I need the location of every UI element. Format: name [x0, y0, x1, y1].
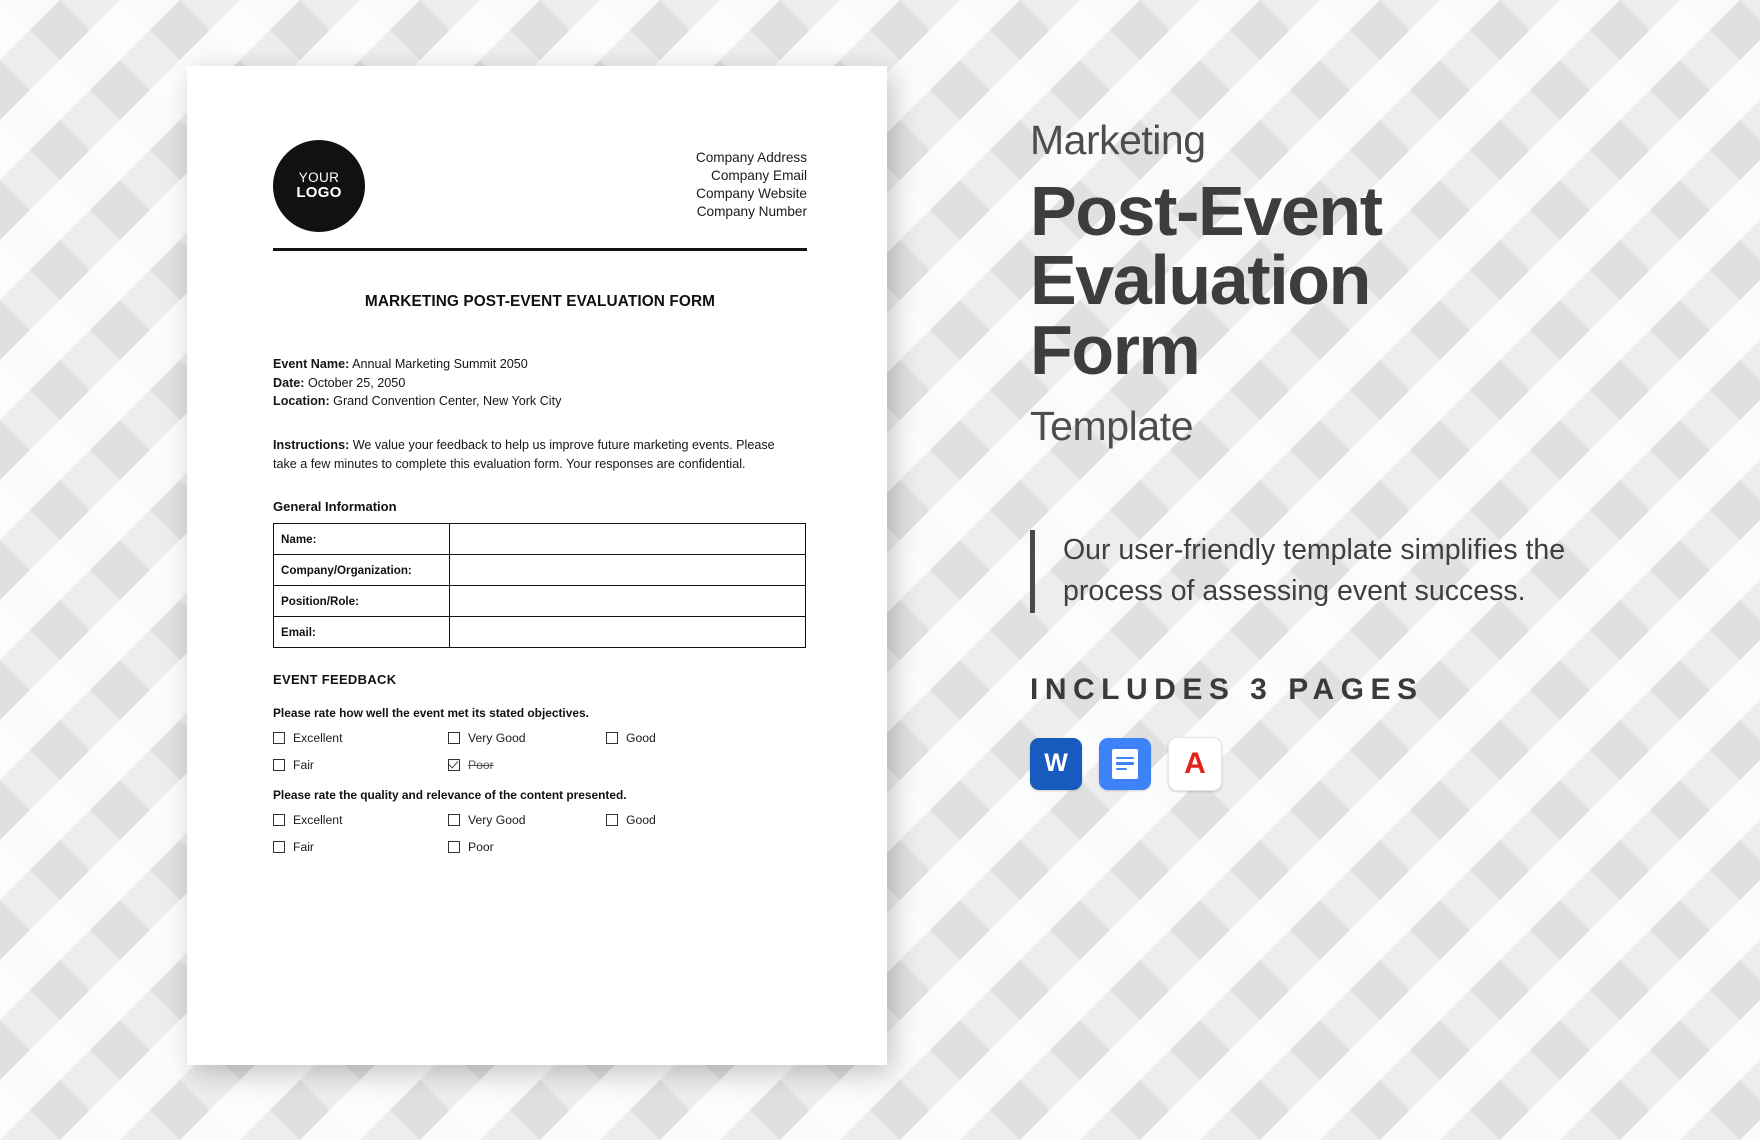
pdf-icon[interactable] — [1168, 737, 1222, 791]
event-date-value: October 25, 2050 — [304, 375, 406, 390]
option-row — [273, 813, 807, 827]
company-address: Company Address — [695, 150, 807, 165]
docs-icon-lines — [1112, 749, 1138, 779]
option-q2-very-good[interactable] — [448, 813, 606, 827]
option-label: Excellent — [293, 813, 343, 828]
checkbox-icon[interactable] — [606, 732, 618, 744]
checkbox-icon[interactable] — [448, 732, 460, 744]
event-date-label: Date: — [273, 375, 305, 390]
row-value-name[interactable] — [450, 524, 806, 555]
pdf-icon-label: A — [1184, 746, 1206, 780]
company-email: Company Email — [711, 167, 807, 183]
company-number: Company Number — [696, 203, 807, 219]
checkbox-icon[interactable] — [273, 759, 285, 771]
option-q2-poor[interactable] — [448, 840, 606, 854]
option-row — [273, 731, 807, 745]
document-header — [273, 140, 807, 232]
event-name-line — [273, 355, 807, 374]
google-docs-icon[interactable] — [1099, 738, 1151, 790]
logo-line-1: YOUR — [298, 170, 340, 186]
option-label: Fair — [293, 758, 314, 773]
event-location-label: Location: — [273, 394, 330, 409]
question-1-options — [273, 731, 807, 772]
option-label: Very Good — [468, 813, 526, 828]
checkbox-icon[interactable] — [606, 814, 618, 826]
question-1-text: Please rate how well the event met its stated objectives. — [273, 706, 589, 721]
row-label-company: Company/Organization: — [274, 555, 450, 586]
option-label: Poor — [468, 840, 494, 855]
option-q1-fair[interactable] — [273, 758, 448, 772]
table-row — [274, 617, 806, 648]
option-label: Fair — [293, 840, 314, 855]
option-q2-good[interactable] — [606, 813, 656, 827]
row-label-position: Position/Role: — [274, 586, 450, 617]
file-format-icons — [1030, 737, 1650, 791]
option-label: Good — [626, 813, 656, 828]
option-q1-very-good[interactable] — [448, 731, 606, 745]
promo-title — [1030, 172, 1650, 389]
checkbox-checked-icon[interactable] — [448, 759, 460, 771]
option-label: Excellent — [293, 731, 343, 746]
general-information-heading: General Information — [273, 499, 397, 515]
question-2-options — [273, 813, 807, 854]
instructions-paragraph — [273, 436, 788, 473]
option-label: Poor — [468, 758, 494, 773]
event-date-line — [273, 374, 807, 393]
row-label-name: Name: — [274, 524, 450, 555]
checkbox-icon[interactable] — [273, 814, 285, 826]
row-value-company[interactable] — [450, 555, 806, 586]
event-feedback-heading: EVENT FEEDBACK — [273, 672, 397, 688]
option-q1-poor[interactable] — [448, 758, 606, 772]
option-label: Very Good — [468, 731, 526, 746]
option-q2-fair[interactable] — [273, 840, 448, 854]
promo-eyebrow: Marketing — [1030, 117, 1206, 163]
promo-title-line-2: Evaluation — [1030, 241, 1370, 320]
promo-description: Our user-friendly template simplifies the process of assessing event success. — [1030, 530, 1650, 613]
instructions-text: We value your feedback to help us improve future marketing events. Please take a few minutes to complete this evaluation form. Your responses are confidential. — [273, 437, 775, 471]
word-icon-label: W — [1044, 749, 1068, 778]
promo-title-line-1: Post-Event — [1030, 172, 1382, 250]
event-name-value: Annual Marketing Summit 2050 — [349, 357, 528, 371]
question-2-text: Please rate the quality and relevance of the content presented. — [273, 788, 627, 803]
option-q1-good[interactable] — [606, 731, 656, 745]
event-location-value: Grand Convention Center, New York City — [329, 394, 562, 409]
company-logo — [273, 140, 365, 232]
table-row — [274, 524, 806, 555]
event-name-label: Event Name: — [273, 357, 350, 371]
company-website: Company Website — [696, 185, 807, 201]
header-divider — [273, 248, 807, 251]
table-row — [274, 586, 806, 617]
promo-title-line-3: Form — [1030, 310, 1200, 389]
row-label-email: Email: — [274, 617, 450, 648]
option-label: Good — [626, 731, 656, 746]
option-row — [273, 840, 807, 854]
promo-panel — [1030, 117, 1650, 791]
instructions-label: Instructions: — [273, 437, 350, 452]
word-icon[interactable] — [1030, 738, 1082, 790]
checkbox-icon[interactable] — [448, 841, 460, 853]
promo-subtitle: Template — [1030, 402, 1194, 449]
option-row — [273, 758, 807, 772]
company-contact-block — [696, 140, 807, 221]
option-q2-excellent[interactable] — [273, 813, 448, 827]
checkbox-icon[interactable] — [273, 841, 285, 853]
checkbox-icon[interactable] — [448, 814, 460, 826]
event-meta-block — [273, 355, 807, 411]
general-information-table — [273, 523, 806, 648]
row-value-email[interactable] — [450, 617, 806, 648]
table-row — [274, 555, 806, 586]
form-title: MARKETING POST-EVENT EVALUATION FORM — [364, 293, 716, 310]
option-q1-excellent[interactable] — [273, 731, 448, 745]
document-preview-page — [187, 66, 887, 1065]
promo-page-count: INCLUDES 3 PAGES — [1030, 672, 1424, 706]
checkbox-icon[interactable] — [273, 732, 285, 744]
row-value-position[interactable] — [450, 586, 806, 617]
logo-line-2: LOGO — [296, 184, 342, 202]
event-location-line — [273, 392, 807, 411]
